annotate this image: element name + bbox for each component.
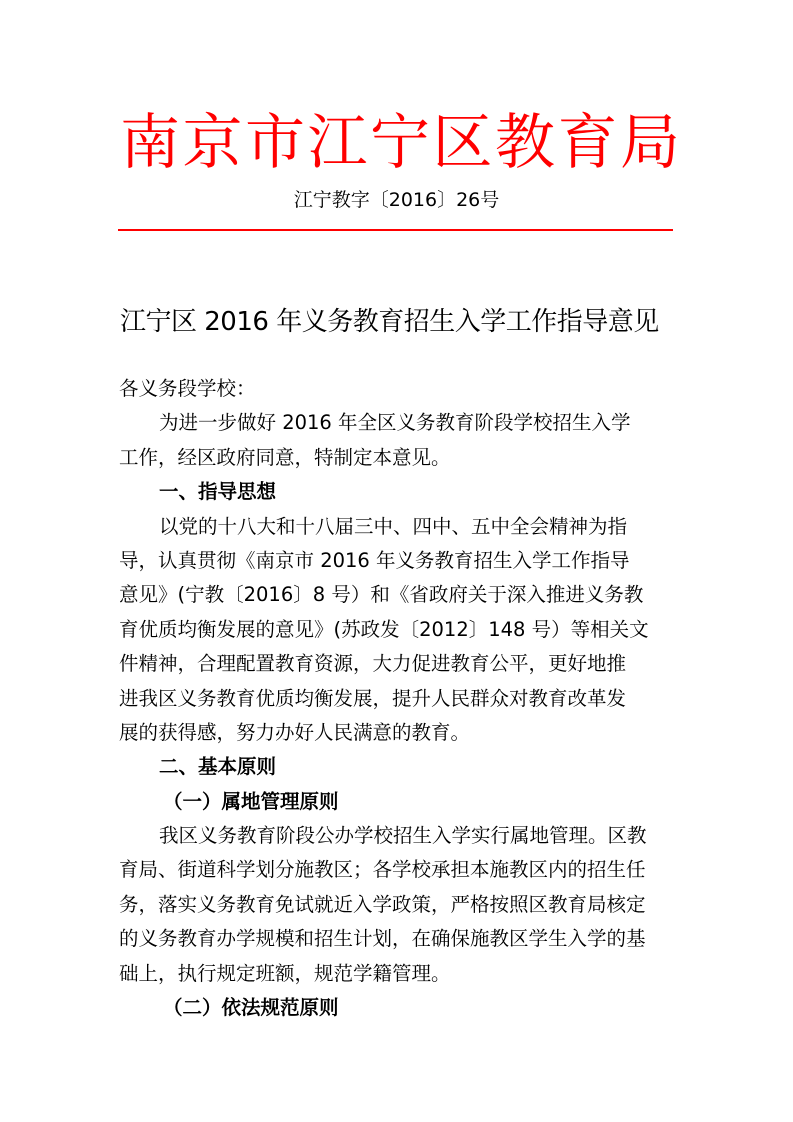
agency-masthead xyxy=(120,108,680,178)
masthead-char: 教 xyxy=(495,108,555,178)
subsection-heading: （一）属地管理原则 xyxy=(163,789,339,813)
paragraph-line: 意见》(宁教〔2016〕8 号）和《省政府关于深入推进义务教 xyxy=(119,583,644,607)
subsection-heading: （二）依法规范原则 xyxy=(163,996,339,1020)
masthead-char: 京 xyxy=(182,108,243,178)
intro-line: 工作，经区政府同意，特制定本意见。 xyxy=(119,445,451,469)
masthead-char: 江 xyxy=(307,108,368,178)
masthead-char: 育 xyxy=(557,108,618,178)
section-heading: 一、指导思想 xyxy=(159,480,277,504)
masthead-char: 区 xyxy=(432,108,493,178)
intro-line: 为进一步做好 2016 年全区义务教育阶段学校招生入学 xyxy=(159,411,631,435)
masthead-char: 市 xyxy=(245,108,305,178)
paragraph-line: 进我区义务教育优质均衡发展，提升人民群众对教育改革发 xyxy=(119,686,627,710)
section-heading: 二、基本原则 xyxy=(159,755,277,779)
paragraph-line: 导，认真贯彻《南京市 2016 年义务教育招生入学工作指导 xyxy=(119,548,630,572)
paragraph-line: 展的获得感，努力办好人民满意的教育。 xyxy=(119,720,471,744)
document-title: 江宁区 2016 年义务教育招生入学工作指导意见 xyxy=(120,307,659,337)
salutation: 各义务段学校： xyxy=(119,377,256,400)
masthead-char: 局 xyxy=(620,108,680,178)
red-divider-rule xyxy=(118,229,673,231)
paragraph-line: 务，落实义务教育免试就近入学政策，严格按照区教育局核定 xyxy=(119,892,646,916)
paragraph-line: 础上，执行规定班额，规范学籍管理。 xyxy=(119,961,451,985)
document-number: 江宁教字〔2016〕26号 xyxy=(293,189,500,211)
paragraph-line: 以党的十八大和十八届三中、四中、五中全会精神为指 xyxy=(159,514,628,538)
document-body xyxy=(119,372,679,1025)
paragraph-line: 育局、街道科学划分施教区；各学校承担本施教区内的招生任 xyxy=(119,858,646,882)
paragraph-line: 育优质均衡发展的意见》(苏政发〔2012〕148 号）等相关文 xyxy=(119,617,649,641)
masthead-char: 南 xyxy=(120,108,180,178)
masthead-char: 宁 xyxy=(370,108,430,178)
paragraph-line: 我区义务教育阶段公办学校招生入学实行属地管理。区教 xyxy=(159,824,647,848)
paragraph-line: 的义务教育办学规模和招生计划，在确保施教区学生入学的基 xyxy=(119,927,646,951)
paragraph-line: 件精神，合理配置教育资源，大力促进教育公平，更好地推 xyxy=(119,652,627,676)
